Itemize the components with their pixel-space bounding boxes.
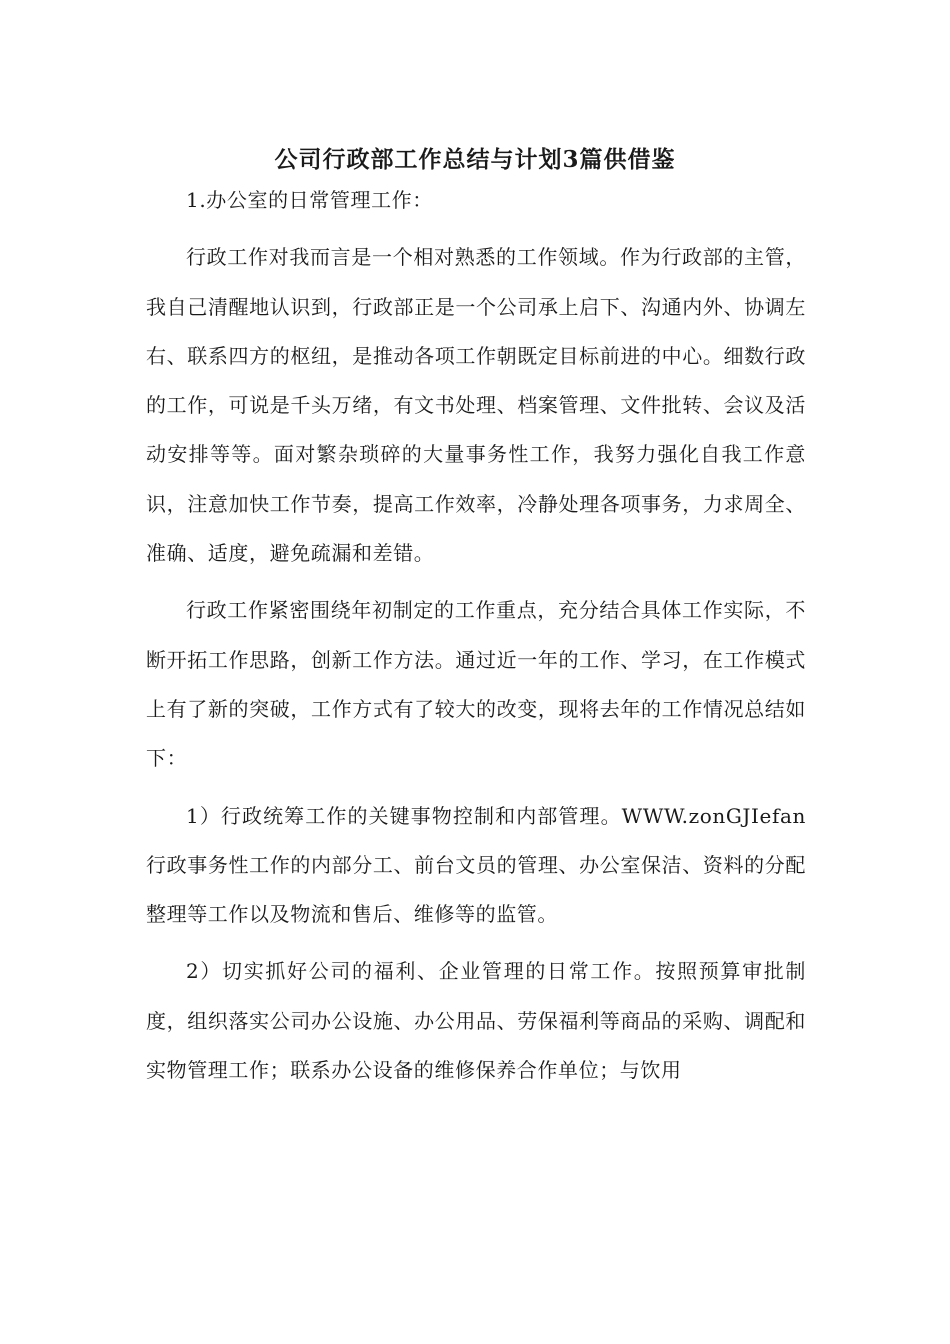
paragraph-section-heading: 1.办公室的日常管理工作：: [186, 188, 433, 212]
paragraph-item-1: 1）行政统筹工作的关键事物控制和内部管理。WWW.zonGJIefan行政事务性工作的内部分工、前台文员的管理、办公室保洁、资料的分配整理等工作以及物流和售后、维修等的监管。: [146, 803, 806, 927]
document-title: 公司行政部工作总结与计划3篇供借鉴: [274, 146, 676, 173]
paragraph-item-2: 2）切实抓好公司的福利、企业管理的日常工作。按照预算审批制度，组织落实公司办公设施、办公用品、劳保福利等商品的采购、调配和实物管理工作；联系办公设备的维修保养合作单位；与饮用: [146, 959, 806, 1083]
document-body: [146, 176, 806, 1095]
paragraph-intro: 行政工作对我而言是一个相对熟悉的工作领域。作为行政部的主管，我自己清醒地认识到，行政部正是一个公司承上启下、沟通内外、协调左右、联系四方的枢纽，是推动各项工作朝既定目标前进的中心。细数行政的工作，可说是千头万绪，有文书处理、档案管理、文件批转、会议及活动安排等等。面对繁杂琐碎的大量事务性工作，我努力强化自我工作意识，注意加快工作节奏，提高工作效率，冷静处理各项事务，力求周全、准确、适度，避免疏漏和差错。: [146, 245, 806, 566]
paragraph-summary: 行政工作紧密围绕年初制定的工作重点，充分结合具体工作实际，不断开拓工作思路，创新工作方法。通过近一年的工作、学习，在工作模式上有了新的突破，工作方式有了较大的改变，现将去年的工作情况总结如下：: [146, 598, 806, 771]
